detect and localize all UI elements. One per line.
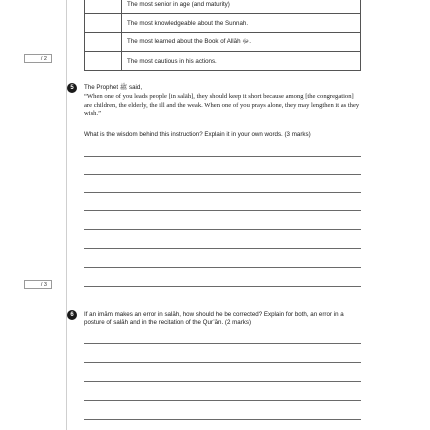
- option-checkbox[interactable]: [85, 14, 122, 33]
- option-text: The most senior in age (and maturity): [122, 0, 361, 14]
- answer-line[interactable]: [84, 156, 361, 157]
- answer-line[interactable]: [84, 248, 361, 249]
- marks-box-q5[interactable]: / 3: [24, 280, 52, 289]
- option-checkbox[interactable]: [85, 33, 122, 52]
- option-row: [85, 0, 361, 14]
- answer-options-table: [84, 0, 361, 71]
- answer-line[interactable]: [84, 210, 361, 211]
- answer-line[interactable]: [84, 381, 361, 382]
- answer-line[interactable]: [84, 419, 361, 420]
- answer-line[interactable]: [84, 286, 361, 287]
- answer-line[interactable]: [84, 400, 361, 401]
- option-row: [85, 33, 361, 52]
- hadith-quote: “When one of you leads people [in salāh], they should keep it short because among [the congregation] are children, the elderly, the ill and the weak. When one of you prays alone, they may lengthen it as they wish.”: [84, 93, 360, 118]
- margin-rule: [66, 0, 67, 430]
- option-row: [85, 14, 361, 33]
- question-number-6: 6: [67, 310, 77, 320]
- answer-line[interactable]: [84, 362, 361, 363]
- option-checkbox[interactable]: [85, 0, 122, 14]
- marks-box-q4[interactable]: / 2: [24, 54, 52, 63]
- option-text: The most cautious in his actions.: [122, 52, 361, 71]
- answer-line[interactable]: [84, 192, 361, 193]
- question-number-5: 5: [67, 83, 77, 93]
- answer-line[interactable]: [84, 174, 361, 175]
- option-text: The most knowledgeable about the Sunnah.: [122, 14, 361, 33]
- answer-line[interactable]: [84, 267, 361, 268]
- option-row: [85, 52, 361, 71]
- question-5-intro: The Prophet ﷺ said,: [84, 84, 143, 91]
- option-checkbox[interactable]: [85, 52, 122, 71]
- option-text: The most learned about the Book of Allāh ﷻ.: [122, 33, 361, 52]
- answer-line[interactable]: [84, 343, 361, 344]
- question-5-prompt: What is the wisdom behind this instruction? Explain it in your own words. (3 marks): [84, 131, 311, 138]
- question-6-prompt: If an imām makes an error in salāh, how should he be corrected? Explain for both, an error in a posture of salāh and in the recitation of the Qur’ān. (2 marks): [84, 311, 344, 327]
- answer-line[interactable]: [84, 229, 361, 230]
